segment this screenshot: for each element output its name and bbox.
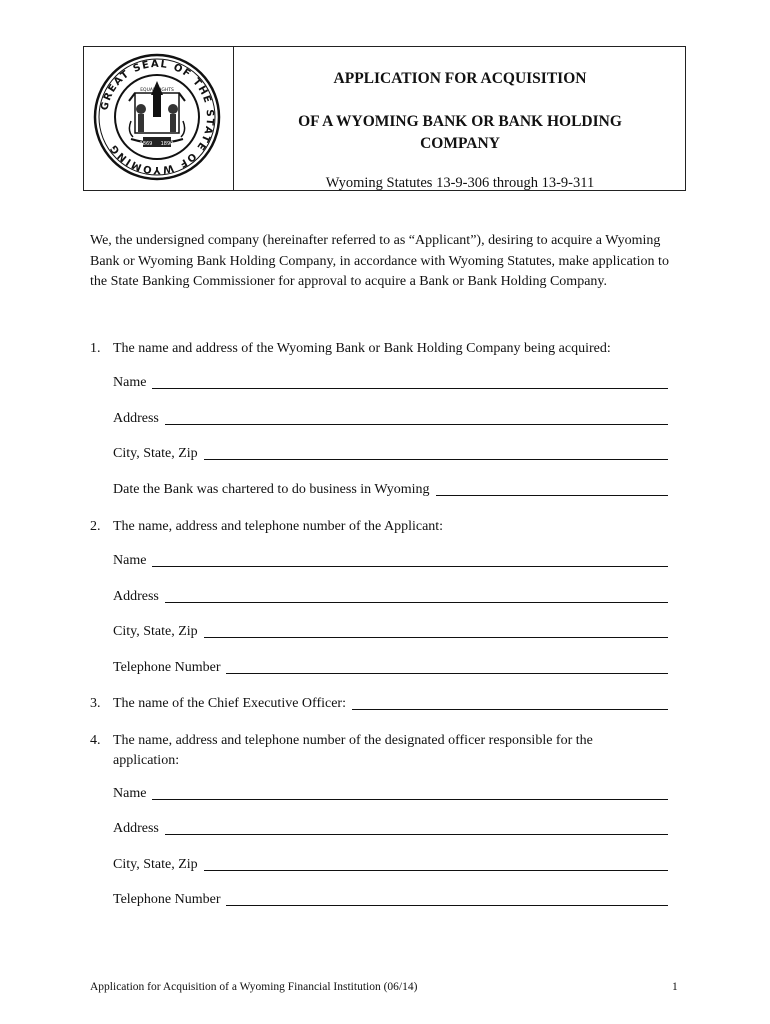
q3-ceo-field[interactable] — [113, 693, 668, 713]
form-subtitle-line1: OF A WYOMING BANK OR BANK HOLDING — [298, 113, 622, 130]
input-line[interactable] — [204, 624, 668, 638]
state-seal-icon — [91, 51, 223, 183]
input-line[interactable] — [152, 786, 668, 800]
field-label: City, State, Zip — [113, 446, 198, 461]
question-text: The name, address and telephone number of the Applicant: — [113, 519, 444, 534]
field-label: Address — [113, 411, 159, 426]
q2-city-state-zip-field[interactable] — [113, 621, 668, 641]
q1-name-field[interactable] — [113, 372, 668, 392]
field-label: Telephone Number — [113, 892, 221, 907]
form-subtitle — [234, 111, 686, 155]
input-line[interactable] — [152, 375, 668, 389]
input-line[interactable] — [204, 446, 668, 460]
question-text-line2: application: — [113, 753, 180, 768]
intro-paragraph: We, the undersigned company (hereinafter referred to as “Applicant”), desiring to acquire a Wyoming Bank or Wyoming Bank Holding Company, in accordance with Wyoming Statutes, make application to the State Banking Commissioner for approval to acquire a Bank or Bank Holding Company. — [90, 233, 669, 289]
field-label: Address — [113, 821, 159, 836]
question-number: 2. — [90, 519, 101, 534]
q4-telephone-field[interactable] — [113, 889, 668, 909]
field-label: Address — [113, 589, 159, 604]
q1-city-state-zip-field[interactable] — [113, 443, 668, 463]
field-label: Name — [113, 553, 147, 568]
input-line[interactable] — [165, 821, 668, 835]
field-label: City, State, Zip — [113, 857, 198, 872]
seal-year: 1890 — [160, 141, 174, 147]
question-text-line1: The name, address and telephone number of the designated officer responsible for the — [113, 733, 593, 748]
footer-form-name: Application for Acquisition of a Wyoming Financial Institution (06/14) — [90, 981, 418, 993]
question-number: 3. — [90, 696, 101, 711]
question-number: 4. — [90, 733, 101, 748]
header-box — [83, 46, 686, 191]
field-label: Name — [113, 786, 147, 801]
input-line[interactable] — [352, 696, 668, 710]
q2-address-field[interactable] — [113, 586, 668, 606]
field-label: Date the Bank was chartered to do business in Wyoming — [113, 482, 430, 497]
input-line[interactable] — [204, 857, 668, 871]
input-line[interactable] — [436, 482, 668, 496]
input-line[interactable] — [165, 411, 668, 425]
question-number: 1. — [90, 341, 101, 356]
seal-motto: EQUAL RIGHTS — [140, 88, 174, 93]
input-line[interactable] — [165, 589, 668, 603]
q4-address-field[interactable] — [113, 818, 668, 838]
input-line[interactable] — [226, 660, 668, 674]
field-label: Telephone Number — [113, 660, 221, 675]
q4-name-field[interactable] — [113, 783, 668, 803]
q2-name-field[interactable] — [113, 550, 668, 570]
question-text: The name and address of the Wyoming Bank or Bank Holding Company being acquired: — [113, 341, 611, 356]
field-label: City, State, Zip — [113, 624, 198, 639]
question-text: The name of the Chief Executive Officer: — [113, 696, 346, 711]
input-line[interactable] — [152, 553, 668, 567]
seal-date: 1869 — [139, 141, 153, 147]
question-text — [113, 731, 673, 771]
form-subtitle-line2: COMPANY — [420, 135, 500, 152]
input-line[interactable] — [226, 892, 668, 906]
q1-address-field[interactable] — [113, 408, 668, 428]
statutes-reference: Wyoming Statutes 13-9-306 through 13-9-311 — [325, 175, 595, 191]
seal-ring-text: GREAT SEAL OF THE STATE OF WYOMING — [99, 58, 216, 176]
form-title: APPLICATION FOR ACQUISITION — [333, 70, 587, 87]
page-number: 1 — [672, 981, 678, 993]
field-label: Name — [113, 375, 147, 390]
q2-telephone-field[interactable] — [113, 657, 668, 677]
q1-charter-date-field[interactable] — [113, 479, 668, 499]
q4-city-state-zip-field[interactable] — [113, 854, 668, 874]
seal-cell — [84, 47, 234, 190]
